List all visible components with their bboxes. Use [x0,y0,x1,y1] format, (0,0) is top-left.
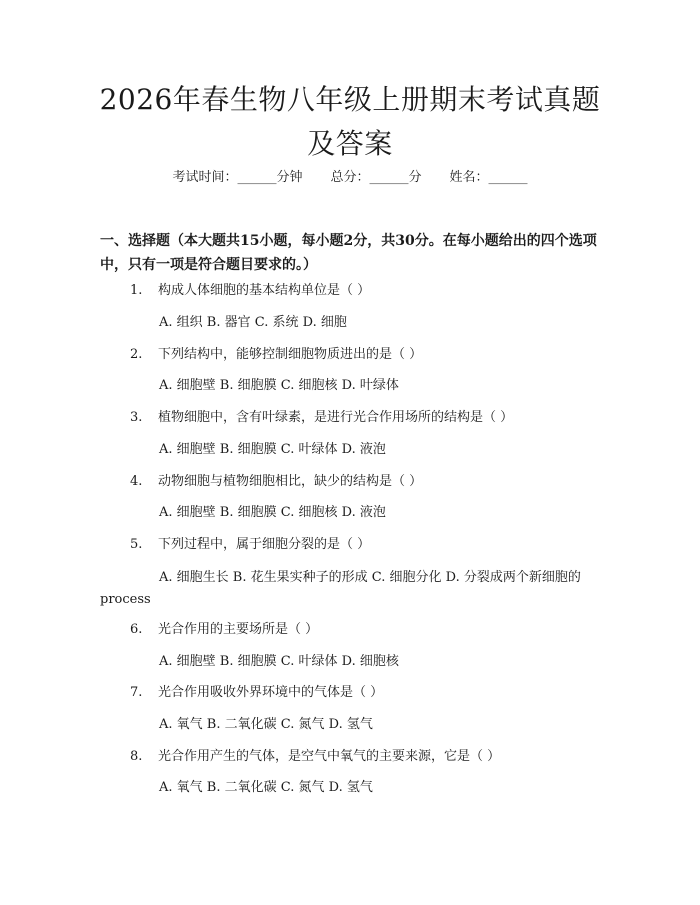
question-number: 7. [130,685,143,700]
question-options: A. 氧气 B. 二氧化碳 C. 氮气 D. 氢气 [159,717,373,732]
question-text: 下列过程中，属于细胞分裂的是（ ） [158,537,371,552]
question-number: 3. [130,410,143,425]
question-number: 5. [130,537,143,552]
question-number: 1. [130,283,143,298]
question-text: 下列结构中，能够控制细胞物质进出的是（ ） [158,347,423,362]
name-field: 姓名：______ [449,170,528,185]
total-score-field: 总分：______分 [330,170,422,185]
question-stem [130,620,600,640]
exam-time-field: 考试时间：______分钟 [172,170,303,185]
question-options: A. 细胞壁 B. 细胞膜 C. 细胞核 D. 液泡 [159,505,386,520]
question-number: 8. [130,749,143,764]
question-text: 植物细胞中，含有叶绿素，是进行光合作用场所的结构是（ ） [158,410,514,425]
question-stem [130,281,600,301]
question-stem [130,345,600,365]
question-text: 光合作用的主要场所是（ ） [158,622,319,637]
exam-meta [0,168,700,188]
question-options: A. 细胞壁 B. 细胞膜 C. 叶绿体 D. 细胞核 [159,654,399,669]
question-options: A. 细胞壁 B. 细胞膜 C. 叶绿体 D. 液泡 [159,442,386,457]
question-stem [130,472,600,492]
question-options: A. 细胞生长 B. 花生果实种子的形成 C. 细胞分化 D. 分裂成两个新细胞的 process [100,570,581,607]
question-options: A. 细胞壁 B. 细胞膜 C. 细胞核 D. 叶绿体 [159,378,399,393]
question-stem [130,683,600,703]
section-heading: 一、选择题（本大题共15小题，每小题2分，共30分。在每小题给出的四个选项中，只有一项是符合题目要求的。） [100,233,597,273]
question-text: 光合作用产生的气体，是空气中氧气的主要来源，它是（ ） [158,749,501,764]
question-number: 6. [130,622,143,637]
question-stem [130,535,600,555]
question-text: 构成人体细胞的基本结构单位是（ ） [158,283,371,298]
question-number: 2. [130,347,143,362]
page-title: 2026年春生物八年级上册期末考试真题及答案 [99,83,601,160]
question-text: 光合作用吸收外界环境中的气体是（ ） [158,685,384,700]
question-number: 4. [130,474,143,489]
question-stem [130,747,600,767]
question-options: A. 组织 B. 器官 C. 系统 D. 细胞 [159,315,347,330]
question-stem [130,408,600,428]
question-options: A. 氧气 B. 二氧化碳 C. 氮气 D. 氢气 [159,780,373,795]
question-text: 动物细胞与植物细胞相比，缺少的结构是（ ） [158,474,423,489]
